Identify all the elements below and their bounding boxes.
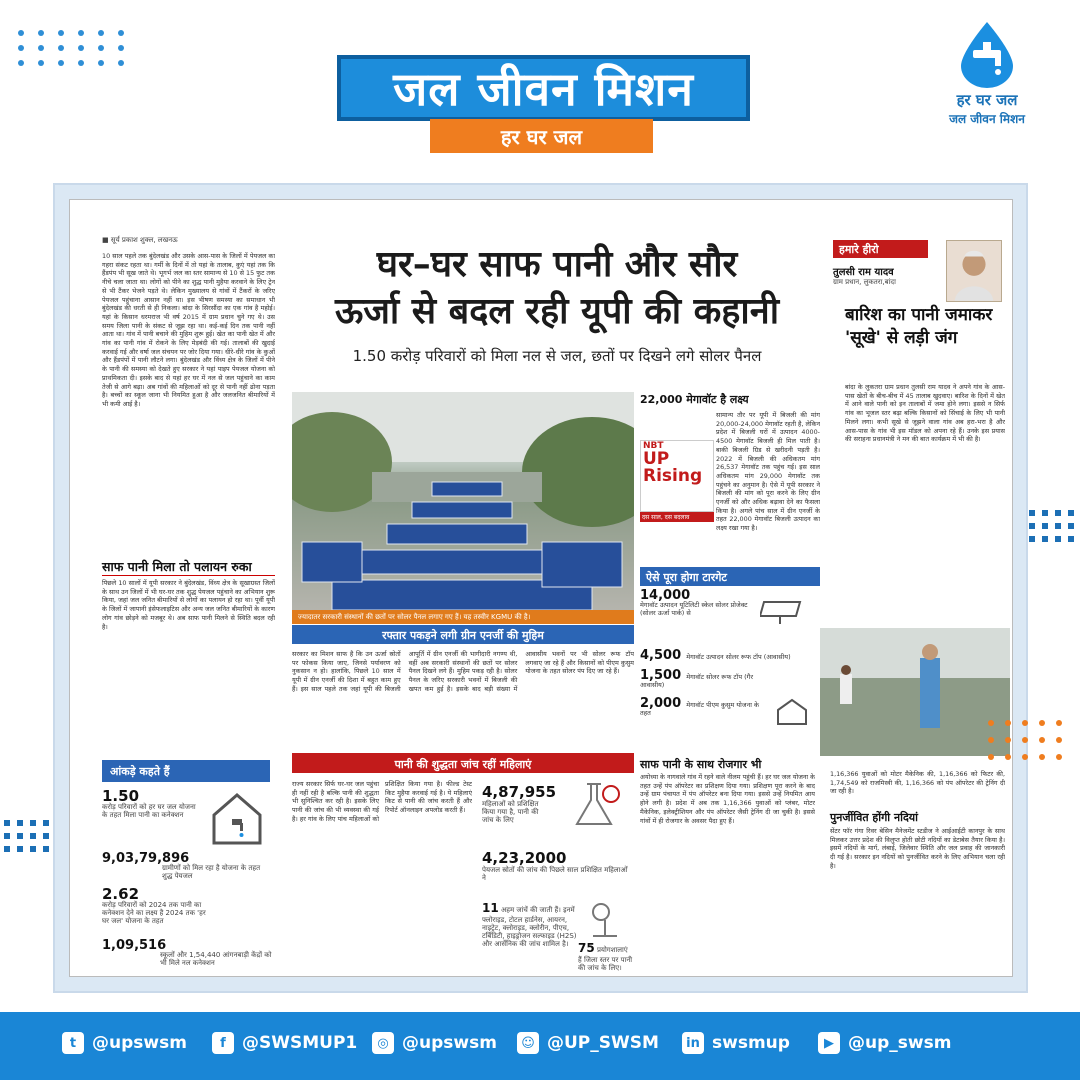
badge-text: NBT bbox=[643, 441, 664, 451]
house-solar-icon bbox=[770, 698, 814, 726]
target-number: 14,000 bbox=[640, 588, 691, 603]
social-handle: @UP_SWSM bbox=[547, 1033, 659, 1053]
social-handle: swsmup bbox=[712, 1033, 790, 1053]
section-heading: साफ पानी मिला तो पलायन रुका bbox=[102, 558, 275, 576]
headline-line-2: ऊर्जा से बदल रही यूपी की कहानी bbox=[334, 290, 780, 332]
water-drop-tap-icon bbox=[955, 20, 1019, 88]
photo-caption: ज्यादातर सरकारी संस्थानों की छतों पर सोलर पैनल लगाए गए हैं। यह तस्वीर KGMU की है। bbox=[292, 610, 634, 624]
article-body: सामान्य तौर पर यूपी में बिजली की मांग 20,000-24,000 मेगावॉट रहती है, लेकिन प्रदेश में बिजली घरों में उत्पादन 4000-4500 मेगावॉट बिजली ही मिल पाती है। बाकी बिजली ग्रिड से खरीदनी पड़ती है। 2022 में बिजली की अधिकतम मांग 26,537 मेगावॉट तक पहुंच गई। इस साल अधिकतम मांग 29,000 मेगावॉट तक पहुंचने का अनुमान है। ऐसे में यूपी सरकार ने बिजली की मांग को पूरा करने के लिए ग्रीन एनर्जी को और अधिक बढ़ावा देने का फैसला किया है। अगले पांच साल में ग्रीन एनर्जी के तहत 22,000 मेगावॉट बिजली उत्पादन का लक्ष्य रखा गया है। bbox=[716, 411, 820, 533]
badge-text: Rising bbox=[643, 466, 703, 486]
subtitle-banner bbox=[430, 119, 653, 153]
social-handle: @SWSMUP1 bbox=[242, 1033, 358, 1053]
stat-text: करोड़ परिवारों को हर घर जल योजना के तहत मिला पानी का कनेक्शन bbox=[102, 803, 196, 819]
section-heading: ऐसे पूरा होगा टारगेट bbox=[640, 567, 820, 586]
social-handle: @upswsm bbox=[402, 1033, 497, 1053]
water-stat bbox=[482, 783, 557, 824]
section-heading: पुनर्जीवित होंगी नदियां bbox=[830, 811, 919, 824]
solar-panels-photo bbox=[292, 392, 634, 618]
target-number: 4,500 bbox=[640, 648, 682, 663]
decorative-plus-grid bbox=[4, 820, 49, 852]
badge-text: UP bbox=[643, 449, 670, 469]
hero-story-headline: बारिश का पानी जमाकर 'सूखे' से लड़ी जंग bbox=[845, 305, 993, 348]
stat-item bbox=[102, 851, 272, 880]
water-stat bbox=[482, 900, 577, 948]
hero-tag: हमारे हीरो bbox=[833, 240, 928, 258]
stat-number: 9,03,79,896 bbox=[102, 851, 190, 866]
article-body: पिछले 10 सालों में यूपी सरकार ने बुंदेलखंड, विंध्य क्षेत्र के सूखाग्रस्त जिलों के साथ उन जिलों में भी घर-घर तक शुद्ध पेयजल पहुंचाने का अभियान शुरू किया, जहां जल जनित बीमारियों से लोगों का पलायन हो रहा था। पूर्वी यूपी के जिलों में जापानी इंसेफलाइटिस और अन्य जल जनित बीमारियों के कारण लोग गांव छोड़ने को मजबूर थे। अब साफ पानी मिलने से स्थिति बदल रही है। bbox=[102, 579, 275, 631]
target-text: मेगावॉट उत्पादन यूटिलिटी स्केल सोलर प्रोजेक्ट (सोलर ऊर्जा पार्क) से bbox=[640, 601, 748, 617]
sub-headline: 1.50 करोड़ परिवारों को मिला नल से जल, छतों पर दिखने लगे सोलर पैनल bbox=[352, 347, 762, 365]
microscope-icon bbox=[585, 900, 625, 940]
stat-item bbox=[102, 787, 202, 819]
target-item bbox=[640, 668, 770, 689]
target-item bbox=[640, 696, 770, 717]
farmers-field-photo bbox=[820, 628, 1010, 756]
page-title: जल जीवन मिशन bbox=[393, 62, 694, 116]
article-body: 10 साल पहले तक बुंदेलखंड और उसके आस-पास के जिलों में पेयजल का गहरा संकट रहता था। गर्मी के दिनों में तो यहां के तालाब, कुएं यहां तक कि हैंडपंप भी सूख जाते थे। भूगर्भ जल का स्तर सामान्य से 10 से 15 फुट तक नीचे चला जाता था। लोगों को पीने का शुद्ध पानी मुहैया करवाने के लिए ट्रेन से भी टैंकर भेजने पड़ते थे। लेकिन मुख्यालय से गांवों में टैंकरों के जरिए पेयजल पहुंचाना आसान नहीं था। इस भीषण समस्या का समाधान भी बुंदेलखंड की धरती से ही निकला। बांदा के सिरसौंदा का एक गांव है महोई। यहां के किसान धरमराज भी वर्ष 2015 में ग्राम प्रधान चुने गए थे। उस समय जिला पानी के संकट से जूझ रहा था। कई-कई दिन तक पानी नहीं आता था। गांव में पानी बचाने की मुहिम शुरू हुई। खेत का पानी खेत में और गांव का पानी गांव में रोकने के लिए मेड़बंदी की गई। तालाबों की खुदाई करवाई गई और वर्षा जल संचयन पर जोर दिया गया। धीरे-धीरे गांव के कुओं और हैंडपंपों में पानी लौटने लगा। बुंदेलखंड और विंध्य क्षेत्र के जिलों में पीने के पानी की समस्या को देखते हुए सरकार ने यहां पाइप पेयजल योजना को प्राथमिकता दी। इसके बाद से यहां हर घर में नल से जल पहुंचाने का काम तेजी से आगे बढ़ा। अब गांवों की महिलाओं को दूर से पानी नहीं ढोना पड़ता है। बच्चों का स्कूल जाना भी नियमित हुआ है और जलजनित बीमारियों में भी कमी आई है। bbox=[102, 252, 275, 408]
target-number: 2,000 bbox=[640, 696, 682, 711]
water-stat bbox=[578, 940, 633, 972]
stat-text: करोड़ परिवारों को 2024 तक पानी का कनेक्शन देने का लक्ष्य है 2024 तक 'हर घर जल' योजना के तहत bbox=[102, 901, 206, 925]
footer-divider bbox=[0, 1000, 1080, 1012]
target-item bbox=[640, 588, 750, 617]
badge-box bbox=[640, 440, 714, 512]
hero-name: तुलसी राम यादव bbox=[833, 267, 894, 278]
decorative-dots bbox=[988, 720, 1062, 760]
logo-line-1: हर घर जल bbox=[956, 91, 1018, 109]
stat-text: स्कूलों और 1,54,440 आंगनबाड़ी केंद्रों को भी मिले नल कनेक्शन bbox=[160, 951, 272, 967]
article-body: सरकार का मिशन साफ है कि उन ऊर्जा स्रोतों पर फोकस किया जाए, जिनसे पर्यावरण को नुकसान न हो। हालांकि, पिछले 10 साल में यूपी में ग्रीन एनर्जी की दिशा में बहुत काम हुए हैं। इस साल पहले तक जहां यूपी की बिजली आपूर्ति में ग्रीन एनर्जी की भागीदारी नगण्य थी, वहीं अब सरकारी संस्थानों की छतों पर सोलर पैनल दिखने लगे हैं। मुहिम पकड़ रही है। सोलर पैनल के जरिए सरकारी भवनों में बिजली की खपत कम हुई है। इसके बाद बड़ी संख्या में आवासीय भवनों पर भी सोलर रूफ टॉप लगवाए जा रहे हैं और किसानों को पीएम कुसुम योजना के तहत सोलर पंप दिए जा रहे हैं। bbox=[292, 650, 634, 693]
stat-text: पेयजल स्रोतों की जांच की पिछले साल प्रशिक्षित महिलाओं ने bbox=[482, 866, 628, 882]
social-link-facebook[interactable] bbox=[212, 1032, 357, 1054]
social-link-linkedin[interactable] bbox=[682, 1032, 790, 1054]
article-body: 1,16,366 युवाओं को मोटर मैकेनिक की, 1,16,366 को फिटर की, 1,74,549 को राजमिस्त्री की, 1,16,366 को पंप ऑपरेटर की ट्रेनिंग दी जा रही है। bbox=[830, 770, 1005, 796]
stat-text: प्रयोगशालाएं हैं जिला स्तर पर पानी की जांच के लिए। bbox=[578, 946, 633, 972]
social-link-youtube[interactable] bbox=[818, 1032, 951, 1054]
social-link-twitter[interactable] bbox=[62, 1032, 187, 1054]
social-link-snapchat[interactable] bbox=[517, 1032, 659, 1054]
solar-panel-icon bbox=[760, 598, 804, 626]
page-subtitle: हर घर जल bbox=[500, 124, 583, 149]
social-footer bbox=[0, 1012, 1080, 1080]
snapchat-icon: ☺ bbox=[517, 1032, 539, 1054]
newspaper-frame bbox=[53, 183, 1028, 993]
youtube-icon: ▶ bbox=[818, 1032, 840, 1054]
social-handle: @upswsm bbox=[92, 1033, 187, 1053]
stat-number: 11 bbox=[482, 901, 499, 915]
title-banner bbox=[337, 55, 750, 121]
target-text: मेगावॉट उत्पादन सोलर रूफ टॉप (आवासीय) bbox=[686, 653, 791, 661]
target-text: मेगावॉट सोलर रूफ टॉप (गैर आवासीय) bbox=[640, 673, 753, 689]
social-link-instagram[interactable] bbox=[372, 1032, 497, 1054]
badge-tagline: दस साल, दस बदलाव bbox=[640, 512, 714, 522]
section-heading: 22,000 मेगावॉट है लक्ष्य bbox=[640, 393, 749, 406]
lab-flask-icon bbox=[565, 780, 623, 830]
stat-number: 1,09,516 bbox=[102, 938, 167, 953]
article-body: राज्य सरकार सिर्फ घर-घर जल पहुंचा ही नहीं रही है बल्कि पानी की शुद्धता भी सुनिश्चित कर रही है। इसके लिए पानी की जांच की भी व्यवस्था की गई है। हर गांव के लिए पांच महिलाओं को प्रशिक्षित किया गया है। फील्ड टेस्ट किट मुहैया करवाई गई है। ये महिलाएं किट से पानी की जांच करती हैं और रिपोर्ट ऑनलाइन अपलोड करती हैं। bbox=[292, 780, 472, 823]
nbt-up-rising-badge bbox=[640, 440, 714, 526]
left-column bbox=[102, 252, 275, 729]
byline: ■ सूर्य प्रकाश शुक्ल, लखनऊ bbox=[102, 236, 178, 244]
stat-text: महिलाओं को प्रशिक्षित किया गया है, पानी की जांच के लिए bbox=[482, 800, 539, 824]
stat-number: 4,23,2000 bbox=[482, 849, 567, 867]
stat-text: अहम जांचें की जाती हैं। इनमें फ्लोराइड, टोटल हार्डनेस, आयरन, नाइट्रेट, क्लोराइड, क्लोरीन, पीएच, टर्बिडिटी, हाइड्रोजन सल्फाइड (H2S) और आर्सेनिक की जांच शामिल है। bbox=[482, 906, 577, 948]
decorative-dots bbox=[18, 30, 124, 66]
stat-number: 1.50 bbox=[102, 787, 140, 805]
house-tap-icon bbox=[210, 789, 265, 847]
article-body: बांदा के लुकतरा ग्राम प्रधान तुलसी राम यादव ने अपने गांव के आस-पास खेतों के बीच-बीच में 45 तालाब खुदवाए। बारिश के दिनों में खेत में आने वाले पानी को इन तालाबों में जमा होने लगा। इससे न सिर्फ गांव का भूजल स्तर बढ़ा बल्कि किसानों को सिंचाई के लिए भी पानी मिलने लगा। कभी सूखे से जूझने वाला गांव अब हरा-भरा है और आस-पास के गांव भी इस मॉडल को अपना रहे हैं। उनके इस प्रयास की सराहना प्रधानमंत्री ने मन की बात कार्यक्रम में भी की है। bbox=[845, 383, 1005, 444]
article-body: अयोध्या के नागवाले गांव में रहने वाले नीलम पहुंची हैं। हर घर जल योजना के तहत उन्हें पंप ऑपरेटर का प्रशिक्षण दिया गया। प्रशिक्षण पूरा करने के बाद उन्हें ग्राम पंचायत में पंप ऑपरेटर बना दिया गया। इससे उन्हें नियमित आय होने लगी है। प्रदेश में अब तक 1,16,366 युवाओं को प्लंबर, मोटर मैकेनिक, इलेक्ट्रीशियन और पंप ऑपरेटर जैसी ट्रेनिंग दी जा चुकी है। इससे गांवों में ही रोजगार के अवसर पैदा हुए हैं। bbox=[640, 773, 815, 825]
stat-number: 75 bbox=[578, 941, 595, 955]
headline-line-1: घर–घर साफ पानी और सौर bbox=[376, 243, 738, 285]
hero-portrait-image bbox=[946, 240, 1002, 302]
logo-line-2: जल जीवन मिशन bbox=[949, 112, 1025, 126]
stat-number: 4,87,955 bbox=[482, 783, 557, 801]
section-heading: रफ्तार पकड़ने लगी ग्रीन एनर्जी की मुहिम bbox=[292, 625, 634, 644]
water-stat bbox=[482, 850, 632, 882]
decorative-plus-grid bbox=[1029, 510, 1074, 542]
main-headline bbox=[292, 240, 822, 334]
instagram-icon: ◎ bbox=[372, 1032, 394, 1054]
stat-text: ग्रामीणों को मिल रहा है योजना के तहत शुद्ध पेयजल bbox=[162, 864, 261, 880]
article-body: सेंटर फॉर गंगा रिवर बेसिन मैनेजमेंट स्टडीज ने आईआईटी कानपुर के साथ मिलकर उत्तर प्रदेश की विलुप्त होती छोटी नदियों का डेटाबेस तैयार किया है। इसमें नदियों के मार्ग, लंबाई, जिलेवार स्थिति और जल प्रवाह की जानकारी दी गई है। सरकार इन नदियों को पुनर्जीवित करने के लिए अभियान चला रही है। bbox=[830, 827, 1005, 870]
section-heading: साफ पानी के साथ रोजगार भी bbox=[640, 758, 762, 771]
stats-heading: आंकड़े कहते हैं bbox=[102, 760, 270, 782]
twitter-icon: t bbox=[62, 1032, 84, 1054]
target-text: मेगावॉट पीएम कुसुम योजना के तहत bbox=[640, 701, 759, 717]
hero-role: ग्राम प्रधान, लुकतरा,बांदा bbox=[833, 278, 896, 286]
target-number: 1,500 bbox=[640, 668, 682, 683]
section-heading: पानी की शुद्धता जांच रहीं महिलाएं bbox=[292, 753, 634, 773]
target-item bbox=[640, 648, 820, 663]
social-handle: @up_swsm bbox=[848, 1033, 952, 1053]
stat-item bbox=[102, 885, 214, 925]
jjm-logo bbox=[922, 20, 1052, 127]
linkedin-icon: in bbox=[682, 1032, 704, 1054]
stat-item bbox=[102, 938, 272, 967]
stat-number: 2.62 bbox=[102, 885, 140, 903]
facebook-icon: f bbox=[212, 1032, 234, 1054]
newspaper-clipping bbox=[69, 199, 1013, 977]
